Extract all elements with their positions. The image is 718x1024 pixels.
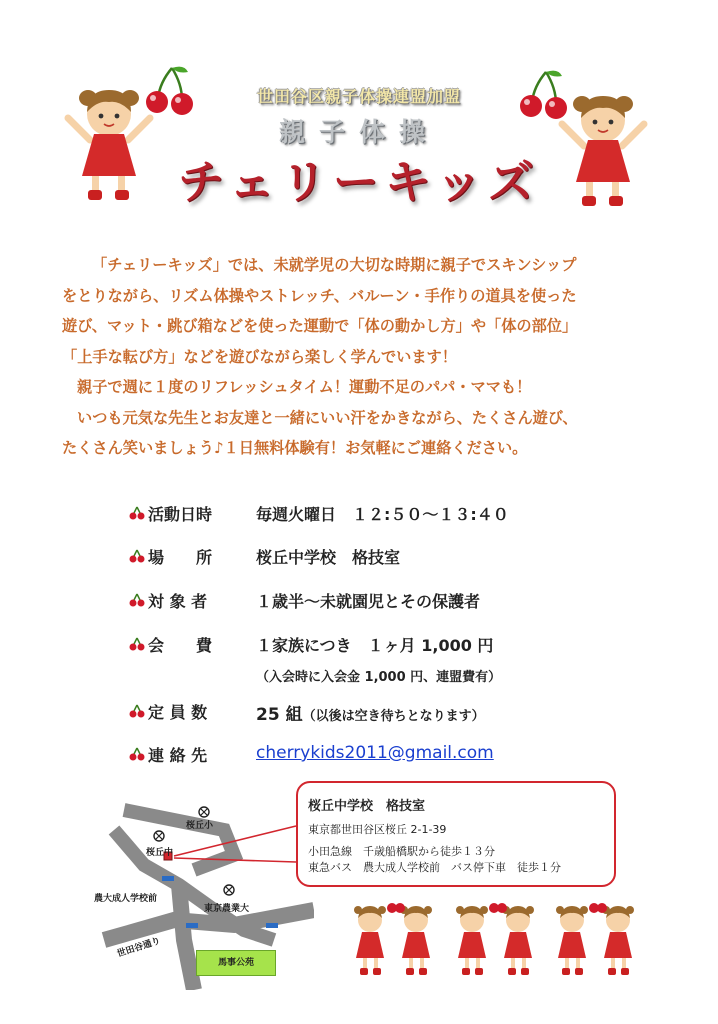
intro-line: 親子で週に１度のリフレッシュタイム！運動不足のパパ・ママも！ xyxy=(77,378,532,396)
girls-group-illustration xyxy=(348,898,650,988)
callout-access-bus: 東急バス 農大成人学校前 バス停下車 徒歩１分 xyxy=(308,861,561,874)
intro-line: 「チェリーキッズ」では、未就学児の大切な時期に親子でスキンシップ xyxy=(92,256,577,274)
detail-label: 場 所 xyxy=(148,548,213,567)
map-label-road: 世田谷通り xyxy=(116,936,162,960)
callout-address: 東京都世田谷区桜丘 2-1-39 xyxy=(308,823,447,836)
contact-email-link[interactable]: cherrykids2011@gmail.com xyxy=(256,743,494,763)
detail-label: 対 象 者 xyxy=(148,592,208,611)
intro-line: をとりながら、リズム体操やストレッチ、バルーン・手作りの道具を使った xyxy=(62,286,577,305)
detail-value: １歳半～未就園児とその保護者 xyxy=(256,592,481,611)
intro-paragraph xyxy=(62,250,662,464)
page-title: チェリーキッズ xyxy=(178,155,540,209)
map-label-sakuragaoka-elementary: 桜丘小 xyxy=(186,821,214,831)
intro-line: たくさん笑いましょう♪１日無料体験有！お気軽にご連絡ください。 xyxy=(62,439,528,457)
location-callout xyxy=(296,781,616,887)
page-subtitle: 親子体操 xyxy=(278,118,439,148)
cherry-bullet-icon xyxy=(128,747,146,761)
intro-line: 「上手な転び方」などを遊びながら楽しく学んでいます！ xyxy=(62,347,457,366)
detail-label: 連 絡 先 xyxy=(148,746,208,765)
callout-name: 桜丘中学校 格技室 xyxy=(308,799,426,814)
organization-name: 世田谷区親子体操連盟加盟 xyxy=(256,87,461,106)
capacity-value-group xyxy=(256,700,485,725)
detail-label: 定 員 数 xyxy=(148,703,208,722)
intro-line: 遊び、マット・跳び箱などを使った運動で「体の動かし方」や「体の部位」 xyxy=(62,317,578,335)
map-label-university: 東京農業大 xyxy=(204,904,250,914)
intro-line: いつも元気な先生とお友達と一緒にいい汗をかきながら、たくさん遊び、 xyxy=(77,408,578,427)
capacity-note: （以後は空き待ちとなります） xyxy=(302,709,485,724)
cherry-bullet-icon xyxy=(128,704,146,718)
map-label-sakuragaoka-junior-high: 桜丘中 xyxy=(146,848,174,858)
cherry-bullet-icon xyxy=(128,549,146,563)
map-label-bus-stop: 農大成人学校前 xyxy=(94,894,158,904)
detail-label: 会 費 xyxy=(148,636,213,655)
cherry-bullet-icon xyxy=(128,506,146,520)
detail-value: 毎週火曜日 １２:５０～１３:４０ xyxy=(256,505,509,524)
fee-note: （入会時に入会金 1,000 円、連盟費有） xyxy=(256,670,502,685)
detail-value: 桜丘中学校 格技室 xyxy=(256,548,401,567)
detail-value: １家族につき １ヶ月 1,000 円 xyxy=(256,636,494,655)
detail-value: 25 組 xyxy=(256,705,303,725)
detail-label: 活動日時 xyxy=(148,505,213,524)
cherry-bullet-icon xyxy=(128,593,146,607)
cherry-bullet-icon xyxy=(128,637,146,651)
map-label-park: 馬事公苑 xyxy=(196,950,276,976)
callout-access-train: 小田急線 千歳船橋駅から徒歩１３分 xyxy=(308,845,495,858)
